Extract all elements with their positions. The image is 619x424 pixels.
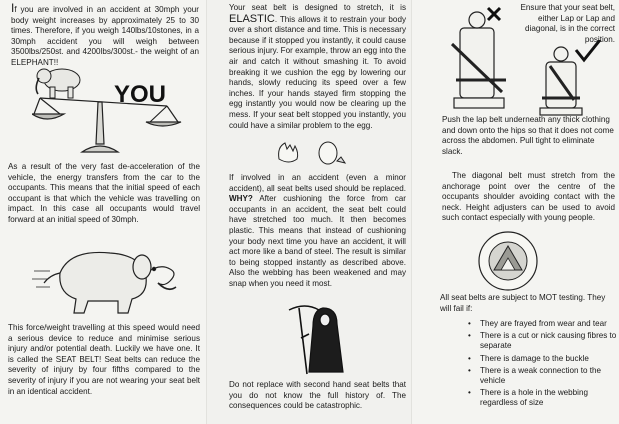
- column-right: [411, 0, 619, 424]
- force-paragraph: This force/weight travelling at this speed would need a serious device to reduce and minimise serious injury and/or potential death. Luckily we have one. It is called the SEAT BELT! Seat belts can reduce the severity of injury by four fifths compared to the severity of injury if you are not wearing your seat belt in an identical accident.: [8, 323, 200, 396]
- list-item: • There is a weak connection to the vehicle: [468, 366, 618, 386]
- cross-mark-icon: [488, 8, 500, 20]
- list-item: • They are frayed from wear and tear: [468, 319, 618, 329]
- why-heading: WHY?: [229, 194, 253, 204]
- elastic-word: ELASTIC: [229, 12, 275, 25]
- list-item: • There is damage to the buckle: [468, 354, 618, 364]
- drop-cap: I: [11, 1, 15, 15]
- intro-paragraph: [11, 3, 199, 69]
- whole-egg-icon: [319, 142, 337, 164]
- intro-text: f you are involved in an accident at 30mph your body weight increases by approximately 25 to 30 times. Therefore, if you weigh 140lbs/10stones, in a 30mph accident you will weigh between 3500lbs/250st. and 4200lbs/300st.- the weight of an ELEPHANT!!: [11, 5, 199, 67]
- replace-paragraph: If involved in an accident (even a minor accident), all seat belts used should be replaced. WHY? After cushioning the force from car occupants in an accident, the seat belt could have stretched too much. It then becomes plastic. This means that instead of cushioning your body next time you have an accident, it will act more like a band of steel. The result is similar to being stopped instantly as described above. Also the webbing has been weakened and may snap when you need it most.: [229, 173, 406, 288]
- list-item: • There is a cut or nick causing fibres to separate: [468, 331, 618, 351]
- column-middle: [206, 0, 412, 424]
- eggs-illustration: [273, 137, 353, 167]
- vehicle-inspectorate-logo: [474, 230, 542, 292]
- lap-belt-paragraph: Push the lap belt underneath any thick clothing and down onto the hips so that it does not come across the abdomen. Pull tight to eliminate slack.: [442, 115, 614, 156]
- mot-paragraph: All seat belts are subject to MOT testing. They will fail if:: [440, 293, 606, 313]
- broken-egg-icon: [279, 143, 298, 162]
- scale-you-label: YOU: [114, 81, 167, 108]
- column-left: [0, 0, 206, 424]
- correct-belt-illustration: [536, 40, 604, 116]
- running-elephant-illustration: [30, 243, 190, 321]
- incorrect-belt-illustration: [442, 4, 518, 112]
- diagonal-belt-paragraph: The diagonal belt must stretch from the anchorage point over the centre of the occupants shoulder avoiding contact with the neck. Height adjusters can be used to avoid such contact especially with young people.: [442, 171, 615, 223]
- balance-scale-elephant-illustration: [32, 62, 182, 157]
- second-hand-paragraph: Do not replace with second hand seat belts that you do not know the full history of. The consequences could be catastrophic.: [229, 380, 406, 411]
- elastic-paragraph: Your seat belt is designed to stretch, it is ELASTIC. This allows it to restrain your body over a short distance and time. This is necessary because if it stopped you instantly, it could cause serious injury. For example, throw an egg into the air and catch it without smashing it. To avoid breaking it we cushion the egg by lowering our hands, slowly reducing its speed over a few inches. If your hands stayed firm stopping the egg instantly you would now be clearing up the mess. If your seat belt stopped you instantly, you could have a similar problem to the egg.: [229, 3, 406, 130]
- grim-reaper-illustration: [285, 304, 355, 376]
- elephant-icon: [36, 69, 80, 98]
- fail-reasons-list: [468, 319, 618, 411]
- momentum-paragraph: As a result of the very fast de-acceleration of the vehicle, the energy transfers from the car to the occupants. This means that the initial speed of each occupant is that which the vehicle was travelling on impact. In this case all occupants would travel forward at an initial speed of 30mph.: [8, 162, 200, 224]
- position-paragraph: Ensure that your seat belt, either Lap or Lap and diagonal, is in the correct position.: [520, 3, 615, 44]
- list-item: • There is a hole in the webbing regardless of size: [468, 388, 618, 408]
